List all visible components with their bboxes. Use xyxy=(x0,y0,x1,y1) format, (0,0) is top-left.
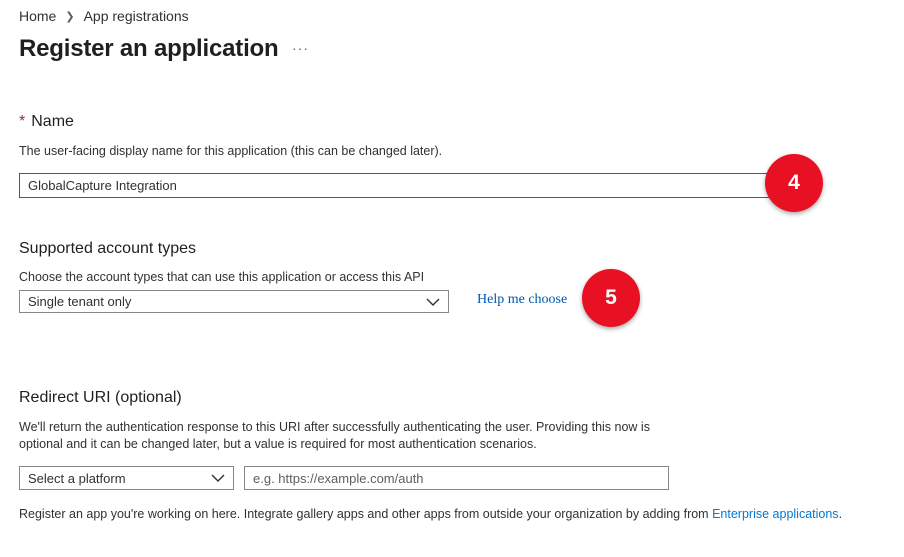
name-input[interactable] xyxy=(19,173,783,198)
account-types-dropdown[interactable] xyxy=(19,290,449,313)
redirect-uri-description-line2: optional and it can be changed later, but a value is required for most authentication scenarios. xyxy=(19,437,537,451)
footer-note-suffix: . xyxy=(838,507,843,521)
name-description: The user-facing display name for this application (this can be changed later). xyxy=(19,144,443,158)
breadcrumb-app-registrations[interactable]: App registrations xyxy=(83,8,189,24)
redirect-uri-description-line1: We'll return the authentication response to this URI after successfully authenticating the user. Providing this now is xyxy=(19,420,650,434)
redirect-uri-input[interactable] xyxy=(244,466,669,490)
help-me-choose-link[interactable]: Help me choose xyxy=(477,292,568,307)
account-types-description: Choose the account types that can use this application or access this API xyxy=(19,270,425,284)
required-indicator: * xyxy=(19,113,26,130)
enterprise-applications-link[interactable]: Enterprise applications xyxy=(712,507,839,521)
account-types-selected: Single tenant only xyxy=(28,294,132,309)
name-label-text: Name xyxy=(31,113,74,130)
page-title: Register an application xyxy=(19,35,279,62)
name-label xyxy=(19,113,74,131)
platform-dropdown[interactable] xyxy=(19,466,234,490)
account-types-label: Supported account types xyxy=(19,240,197,257)
breadcrumb xyxy=(19,8,189,24)
chevron-down-icon xyxy=(426,298,440,306)
redirect-uri-label: Redirect URI (optional) xyxy=(19,389,182,406)
platform-selected: Select a platform xyxy=(28,470,126,486)
footer-note-text: Register an app you're working on here. Integrate gallery apps and other apps from outside your organization by adding from xyxy=(19,507,709,521)
breadcrumb-home[interactable]: Home xyxy=(19,8,57,24)
chevron-down-icon xyxy=(211,474,225,482)
more-options-icon[interactable]: ··· xyxy=(292,40,309,56)
step-5-callout: 5 xyxy=(582,269,640,327)
footer-note xyxy=(19,507,842,521)
step-4-callout: 4 xyxy=(765,154,823,212)
chevron-right-icon: ❯ xyxy=(65,10,75,23)
